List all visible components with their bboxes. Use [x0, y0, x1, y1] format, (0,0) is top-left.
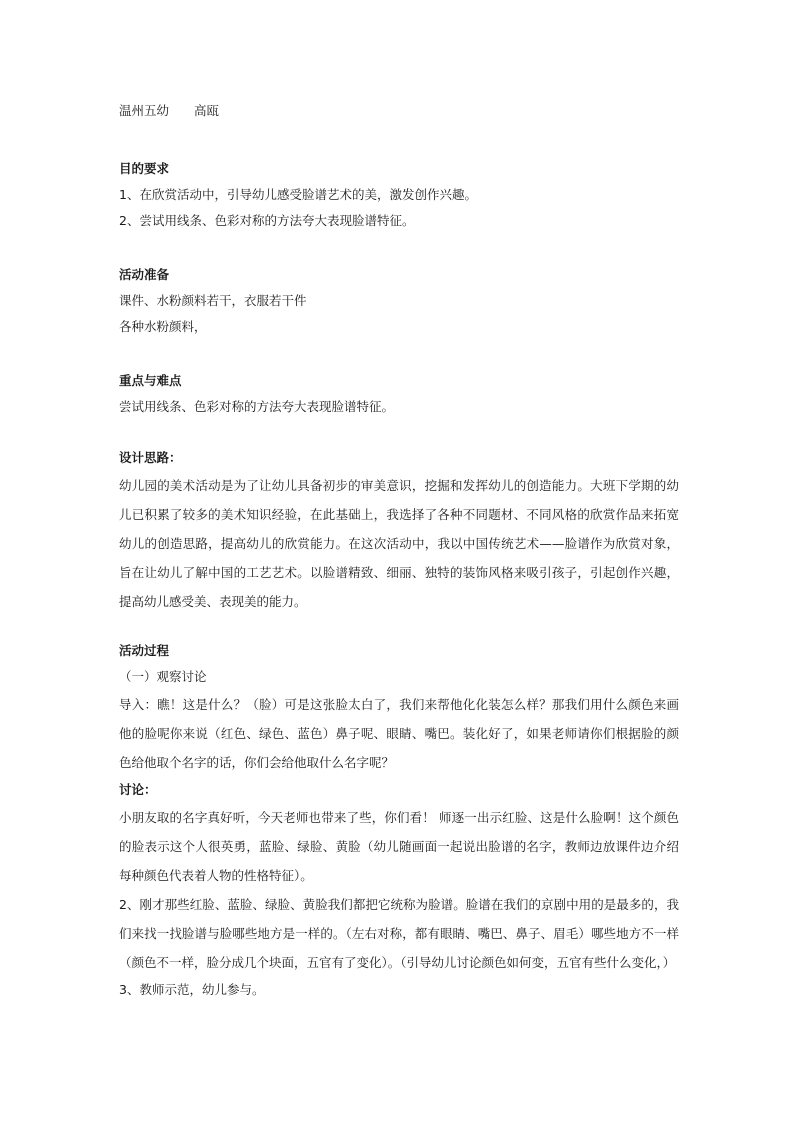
paragraph: 2、尝试用线条、色彩对称的方法夸大表现脸谱特征。: [119, 213, 415, 228]
paragraph: 导入：瞧！这是什么？（脸）可是这张脸太白了，我们来帮他化化装怎么样？那我们用什么颜色来画他的脸呢你来说（红色、绿色、蓝色）鼻子呢、眼睛、嘴巴。装化好了，如果老师请你们根据脸的颜色给他取个名字的话，你们会给他取什么名字呢？: [119, 697, 679, 770]
subsection-title: （一）观察讨论: [119, 669, 207, 684]
discuss-label: 讨论：: [119, 782, 157, 797]
author-line: 温州五幼 高瓯: [119, 103, 220, 118]
paragraph: 尝试用线条、色彩对称的方法夸大表现脸谱特征。: [119, 399, 395, 414]
section-process: [119, 638, 679, 1003]
paragraph: 课件、水粉颜料若干，衣服若干件: [119, 293, 307, 308]
section-title: 活动过程: [119, 643, 170, 658]
paragraph: 3、教师示范，幼儿参与。: [119, 982, 265, 997]
paragraph: 各种水粉颜料，: [119, 319, 207, 334]
paragraph: 1、在欣赏活动中，引导幼儿感受脸谱艺术的美，激发创作兴趣。: [119, 187, 477, 202]
section-title: 目的要求: [119, 161, 170, 176]
section-title: 活动准备: [119, 267, 170, 282]
section-prep: [119, 262, 679, 340]
section-title: 设计思路：: [119, 450, 182, 465]
paragraph: 小朋友取的名字真好听，今天老师也带来了些，你们看！ 师逐一出示红脸、这是什么脸啊！这个颜色的脸表示这个人很英勇，蓝脸、绿脸、黄脸（幼儿随画面一起说出脸谱的名字，教师边放课件边介绍每种颜色代表着人物的性格特征）。: [119, 810, 679, 883]
paragraph: 2、刚才那些红脸、蓝脸、绿脸、黄脸我们都把它统称为脸谱。脸谱在我们的京剧中用的是最多的，我们来找一找脸谱与脸哪些地方是一样的。（左右对称，都有眼睛、嘴巴、鼻子、眉毛）哪些地方不一样（颜色不一样，脸分成几个块面，五官有了变化）。（引导幼儿讨论颜色如何变，五官有些什么变化，）: [119, 897, 679, 970]
section-title: 重点与难点: [119, 373, 182, 388]
paragraph: 幼儿园的美术活动是为了让幼儿具备初步的审美意识，挖掘和发挥幼儿的创造能力。大班下学期的幼儿已积累了较多的美术知识经验，在此基础上，我选择了各种不同题材、不同风格的欣赏作品来拓宽幼儿的创造思路，提高幼儿的欣赏能力。在这次活动中，我以中国传统艺术——脸谱作为欣赏对象，旨在让幼儿了解中国的工艺艺术。以脸谱精致、细丽、独特的装饰风格来吸引孩子，引起创作兴趣，提高幼儿感受美、表现美的能力。: [119, 478, 679, 609]
section-key-points: [119, 368, 679, 420]
section-design: [119, 445, 679, 616]
section-goals: [119, 156, 679, 234]
